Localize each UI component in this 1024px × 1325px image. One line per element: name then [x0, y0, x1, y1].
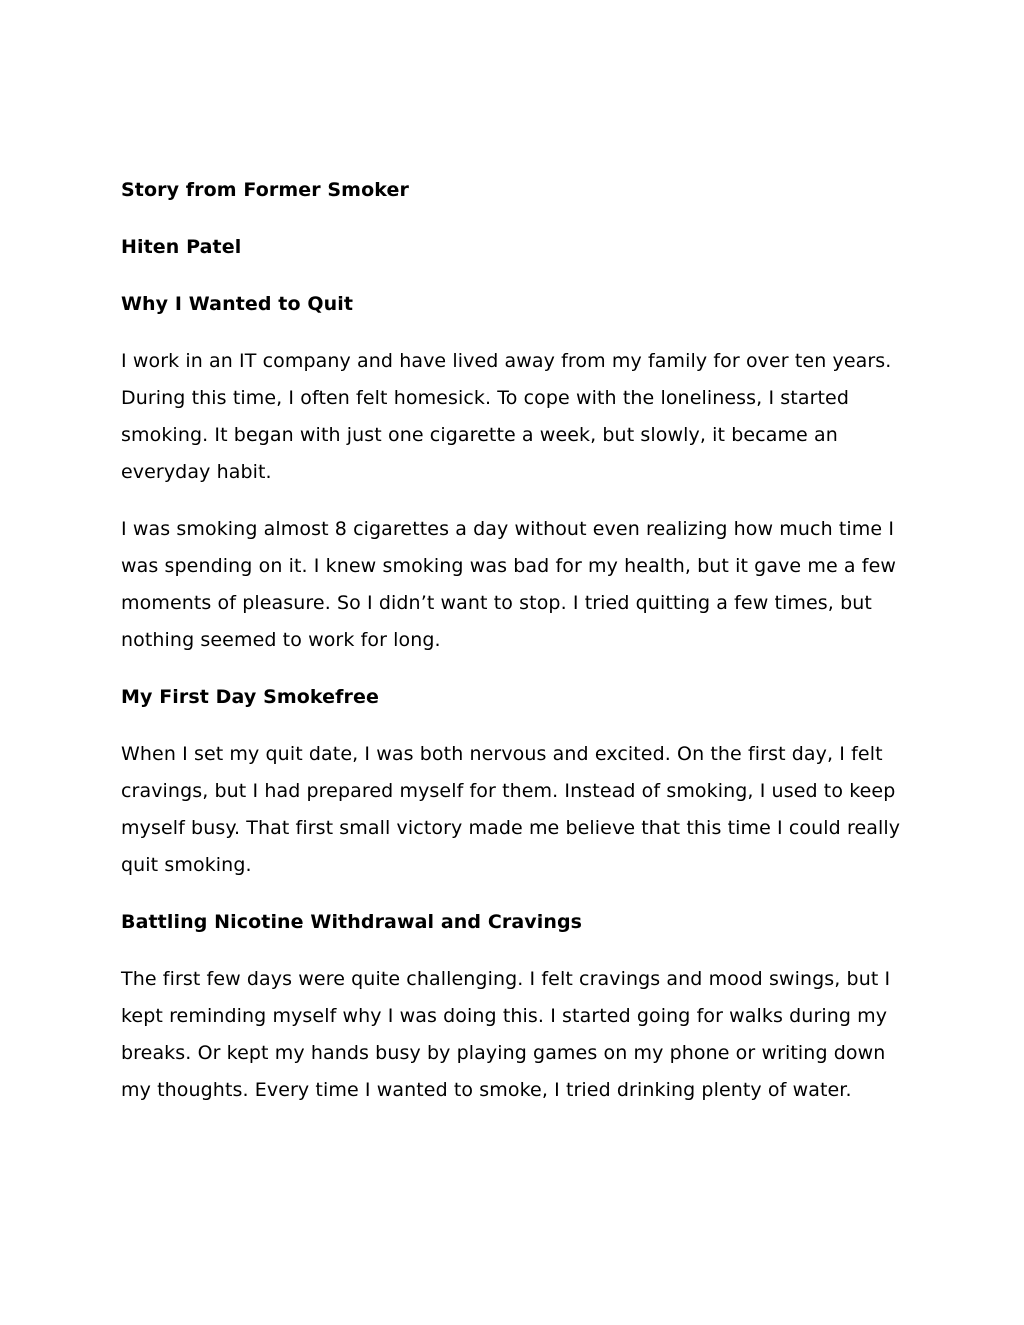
author-name: Hiten Patel — [121, 236, 242, 258]
paragraph: I work in an IT company and have lived away from my family for over ten years. During this time, I often felt homesick. To cope with the loneliness, I started smoking. It began with just one cigarette a week, but slowly, it became an everyday habit. — [121, 350, 892, 483]
paragraph: I was smoking almost 8 cigarettes a day without even realizing how much time I was spending on it. I knew smoking was bad for my health, but it gave me a few moments of pleasure. So I didn’t want to stop. I tried quitting a few times, but nothing seemed to work for long. — [121, 518, 896, 651]
section-heading-withdrawal: Battling Nicotine Withdrawal and Cravings — [121, 911, 583, 933]
section-heading-why-quit: Why I Wanted to Quit — [121, 293, 354, 315]
document-page — [121, 172, 911, 1129]
paragraph: The first few days were quite challenging. I felt cravings and mood swings, but I kept reminding myself why I was doing this. I started going for walks during my breaks. Or kept my hands busy by playing games on my phone or writing down my thoughts. Every time I wanted to smoke, I tried drinking plenty of water. — [121, 968, 891, 1101]
section-heading-first-day: My First Day Smokefree — [121, 686, 379, 708]
document-title: Story from Former Smoker — [121, 179, 409, 201]
paragraph: When I set my quit date, I was both nervous and excited. On the first day, I felt cravings, but I had prepared myself for them. Instead of smoking, I used to keep myself busy. That first small victory made me believe that this time I could really quit smoking. — [121, 743, 901, 876]
